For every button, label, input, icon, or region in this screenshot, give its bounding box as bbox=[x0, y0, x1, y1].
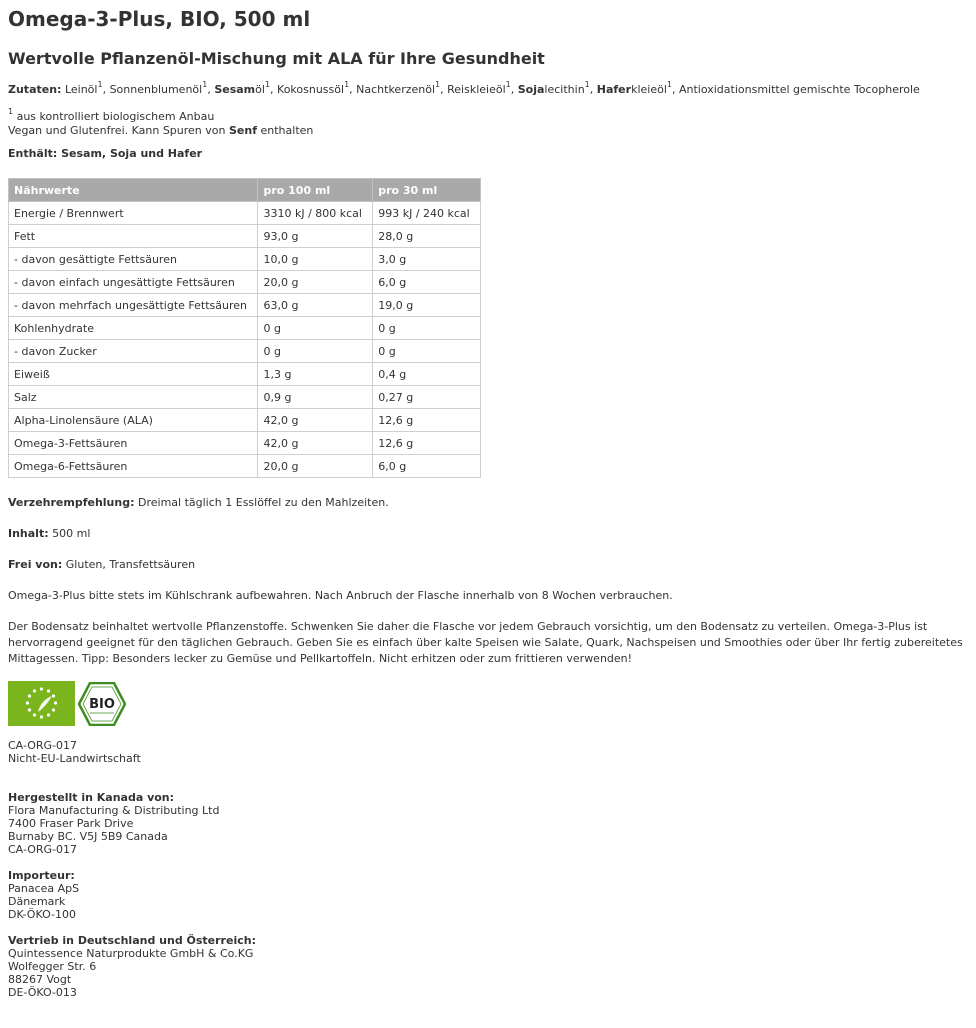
nutrition-header-row bbox=[9, 179, 481, 202]
nutrition-table bbox=[8, 178, 481, 478]
organic-logos bbox=[8, 681, 970, 727]
free-from-text: Gluten, Transfettsäuren bbox=[62, 558, 196, 571]
allergen-highlight: Hafer bbox=[596, 83, 632, 96]
distribution-line: Quintessence Naturprodukte GmbH & Co.KG bbox=[8, 947, 254, 960]
ingredient-item: Sesamöl$^1$ bbox=[214, 80, 271, 96]
value-per-30ml: 19,0 g bbox=[373, 294, 481, 317]
footnote-marker: 1 bbox=[202, 80, 208, 90]
certification-code: CA-ORG-017 bbox=[8, 739, 78, 752]
value-per-30ml: 0,4 g bbox=[373, 363, 481, 386]
ingredient-item: Sojalecithin$^1$ bbox=[517, 80, 590, 96]
distribution-line: DE-ÖKO-013 bbox=[8, 986, 77, 999]
ingredient-item: Kokosnussöl$^1$ bbox=[277, 80, 350, 96]
vegan-note bbox=[8, 124, 970, 138]
nutrition-header-name: Nährwerte bbox=[9, 179, 258, 202]
value-per-30ml: 3,0 g bbox=[373, 248, 481, 271]
nutrition-row bbox=[9, 294, 481, 317]
nutrition-header-100ml: pro 100 ml bbox=[258, 179, 373, 202]
footnote-text: aus kontrolliert biologischem Anbau bbox=[13, 110, 215, 123]
nutrient-name: - davon einfach ungesättigte Fettsäuren bbox=[9, 271, 258, 294]
allergen-mustard: Senf bbox=[229, 124, 257, 137]
ingredient-item: Haferkleieöl$^1$ bbox=[596, 80, 672, 96]
footnote-marker: 1 bbox=[435, 80, 441, 90]
value-per-30ml: 6,0 g bbox=[373, 455, 481, 478]
intake-recommendation bbox=[8, 495, 970, 511]
value-per-100ml: 63,0 g bbox=[258, 294, 373, 317]
value-per-100ml: 0,9 g bbox=[258, 386, 373, 409]
footnote-marker: 1 bbox=[584, 80, 590, 90]
certification-origin: Nicht-EU-Landwirtschaft bbox=[8, 752, 141, 765]
nutrition-row bbox=[9, 202, 481, 225]
nutrient-name: - davon gesättigte Fettsäuren bbox=[9, 248, 258, 271]
value-per-30ml: 6,0 g bbox=[373, 271, 481, 294]
footnote-marker: 1 bbox=[505, 80, 511, 90]
free-from-label: Frei von: bbox=[8, 558, 63, 571]
nutrition-row bbox=[9, 409, 481, 432]
eu-organic-leaf-icon bbox=[8, 681, 75, 726]
importer-line: Dänemark bbox=[8, 895, 66, 908]
nutrition-row bbox=[9, 317, 481, 340]
manufacturer-address bbox=[8, 791, 970, 856]
content-text: 500 ml bbox=[48, 527, 91, 540]
ingredient-item: Reiskleieöl$^1$ bbox=[447, 80, 511, 96]
footnote-marker: 1 bbox=[666, 80, 672, 90]
manufacturer-line: CA-ORG-017 bbox=[8, 843, 78, 856]
nutrient-name: Salz bbox=[9, 386, 258, 409]
nutrition-row bbox=[9, 271, 481, 294]
nutrition-row bbox=[9, 340, 481, 363]
importer-line: Panacea ApS bbox=[8, 882, 80, 895]
distribution-line: Wolfegger Str. 6 bbox=[8, 960, 97, 973]
nutrition-row bbox=[9, 455, 481, 478]
nutrition-row bbox=[9, 432, 481, 455]
ingredient-item: Nachtkerzenöl$^1$ bbox=[356, 80, 441, 96]
nutrient-name: Omega-6-Fettsäuren bbox=[9, 455, 258, 478]
nutrient-name: Kohlenhydrate bbox=[9, 317, 258, 340]
nutrient-name: Energie / Brennwert bbox=[9, 202, 258, 225]
value-per-100ml: 20,0 g bbox=[258, 271, 373, 294]
vegan-text: Vegan und Glutenfrei. Kann Spuren von bbox=[8, 124, 229, 137]
distribution-address bbox=[8, 934, 970, 999]
organic-footnote bbox=[8, 107, 970, 124]
bio-hexagon-seal-icon bbox=[78, 682, 126, 726]
sediment-note: Der Bodensatz beinhaltet wertvolle Pflanzenstoffe. Schwenken Sie daher die Flasche vor jedem Gebrauch vorsichtig, um den Bodensatz zu verteilen. Omega-3-Plus ist hervorragend geeignet für den täglichen Gebrauch. Geben Sie es einfach über kalte Speisen wie Salate, Quark, Nachspeisen und Smoothies oder über Ihr fertig zubereitetes Mittagessen. Tipp: Besonders lecker zu Gemüse und Pellkartoffeln. Nicht erhitzen oder zum frittieren verwenden! bbox=[8, 620, 963, 665]
bio-seal-text: BIO bbox=[89, 697, 115, 712]
nutrient-name: Fett bbox=[9, 225, 258, 248]
value-per-100ml: 0 g bbox=[258, 340, 373, 363]
value-per-30ml: 0 g bbox=[373, 317, 481, 340]
nutrition-header-30ml: pro 30 ml bbox=[373, 179, 481, 202]
ingredients-label: Zutaten: bbox=[8, 83, 62, 96]
allergen-contains-text: Enthält: Sesam, Soja und Hafer bbox=[8, 147, 203, 160]
distribution-heading: Vertrieb in Deutschland und Österreich: bbox=[8, 934, 256, 947]
nutrient-name: Eiweiß bbox=[9, 363, 258, 386]
recommendation-label: Verzehrempfehlung: bbox=[8, 496, 135, 509]
footnote-marker: 1 bbox=[264, 80, 271, 90]
importer-line: DK-ÖKO-100 bbox=[8, 908, 77, 921]
value-per-30ml: 12,6 g bbox=[373, 409, 481, 432]
storage-note: Omega-3-Plus bitte stets im Kühlschrank aufbewahren. Nach Anbruch der Flasche innerhalb von 8 Wochen verbrauchen. bbox=[8, 589, 673, 602]
ingredient-item: Antioxidationsmittel gemischte Tocopherole bbox=[678, 83, 920, 96]
value-per-100ml: 3310 kJ / 800 kcal bbox=[258, 202, 373, 225]
manufacturer-line: Flora Manufacturing & Distributing Ltd bbox=[8, 804, 220, 817]
distribution-line: 88267 Vogt bbox=[8, 973, 72, 986]
importer-address bbox=[8, 869, 970, 921]
value-per-30ml: 28,0 g bbox=[373, 225, 481, 248]
ingredients-items: Leinöl$^1$, Sonnenblumenöl$^1$, Sesamöl$^1$, Kokosnussöl$^1$, Nachtkerzenöl$^1$, Reiskleieöl$^1$, Sojalecithin$^1$, Haferkleieöl$^1$, Antioxidationsmittel gemischte Tocopherole bbox=[64, 80, 920, 96]
manufacturer-heading: Hergestellt in Kanada von: bbox=[8, 791, 175, 804]
product-description bbox=[8, 6, 970, 999]
value-per-100ml: 42,0 g bbox=[258, 432, 373, 455]
nutrition-rows bbox=[9, 202, 481, 478]
allergen-contains bbox=[8, 146, 970, 162]
footnote-marker: 1 bbox=[8, 107, 14, 117]
content-volume bbox=[8, 526, 970, 542]
nutrient-name: Omega-3-Fettsäuren bbox=[9, 432, 258, 455]
footnote-marker: 1 bbox=[344, 80, 350, 90]
ingredients-list bbox=[8, 82, 970, 98]
certification-info bbox=[8, 739, 970, 765]
ingredient-item: Sonnenblumenöl$^1$ bbox=[109, 80, 208, 96]
nutrition-row bbox=[9, 225, 481, 248]
value-per-100ml: 93,0 g bbox=[258, 225, 373, 248]
allergen-highlight: Sesam bbox=[214, 83, 256, 96]
value-per-100ml: 10,0 g bbox=[258, 248, 373, 271]
nutrient-name: - davon mehrfach ungesättigte Fettsäuren bbox=[9, 294, 258, 317]
content-label: Inhalt: bbox=[8, 527, 49, 540]
manufacturer-line: 7400 Fraser Park Drive bbox=[8, 817, 134, 830]
value-per-100ml: 42,0 g bbox=[258, 409, 373, 432]
nutrition-row bbox=[9, 248, 481, 271]
value-per-100ml: 1,3 g bbox=[258, 363, 373, 386]
importer-heading: Importeur: bbox=[8, 869, 75, 882]
value-per-100ml: 20,0 g bbox=[258, 455, 373, 478]
free-from bbox=[8, 557, 970, 573]
vegan-text-end: enthalten bbox=[257, 124, 314, 137]
manufacturer-line: Burnaby BC. V5J 5B9 Canada bbox=[8, 830, 168, 843]
allergen-highlight: Soja bbox=[517, 83, 545, 96]
page-subtitle: Wertvolle Pflanzenöl-Mischung mit ALA für Ihre Gesundheit bbox=[8, 49, 545, 68]
footnote-marker: 1 bbox=[97, 80, 103, 90]
nutrient-name: - davon Zucker bbox=[9, 340, 258, 363]
value-per-30ml: 0,27 g bbox=[373, 386, 481, 409]
value-per-30ml: 993 kJ / 240 kcal bbox=[373, 202, 481, 225]
value-per-100ml: 0 g bbox=[258, 317, 373, 340]
value-per-30ml: 0 g bbox=[373, 340, 481, 363]
page-title: Omega-3-Plus, BIO, 500 ml bbox=[8, 7, 311, 31]
nutrient-name: Alpha-Linolensäure (ALA) bbox=[9, 409, 258, 432]
nutrition-row bbox=[9, 386, 481, 409]
value-per-30ml: 12,6 g bbox=[373, 432, 481, 455]
recommendation-text: Dreimal täglich 1 Esslöffel zu den Mahlzeiten. bbox=[134, 496, 389, 509]
ingredient-item: Leinöl$^1$ bbox=[64, 80, 103, 96]
nutrition-row bbox=[9, 363, 481, 386]
